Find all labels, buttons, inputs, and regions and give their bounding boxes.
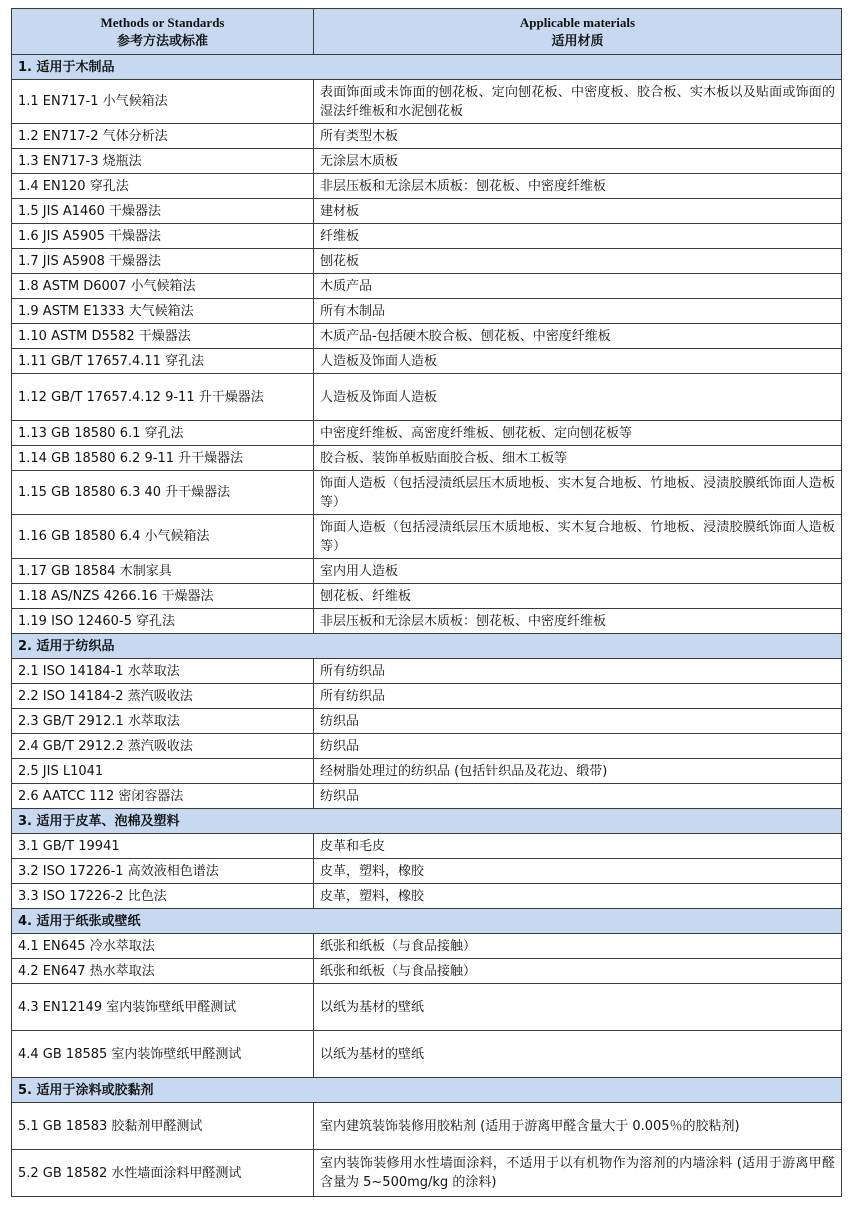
material-cell: 所有类型木板 [314, 124, 842, 149]
section-header-row [12, 55, 842, 80]
method-cell: 1.9 ASTM E1333 大气候箱法 [12, 299, 314, 324]
material-cell: 皮革和毛皮 [314, 834, 842, 859]
material-cell: 室内用人造板 [314, 559, 842, 584]
header-methods [12, 9, 314, 55]
material-cell: 木质产品 [314, 274, 842, 299]
header-materials [314, 9, 842, 55]
header-materials-en: Applicable materials [519, 14, 636, 30]
material-cell: 无涂层木质板 [314, 149, 842, 174]
table-row [12, 609, 842, 634]
method-cell: 3.1 GB/T 19941 [12, 834, 314, 859]
table-row [12, 984, 842, 1031]
table-row [12, 684, 842, 709]
table-row [12, 559, 842, 584]
table-row [12, 834, 842, 859]
method-cell: 2.1 ISO 14184-1 水萃取法 [12, 659, 314, 684]
material-cell: 建材板 [314, 199, 842, 224]
section-title: 5. 适用于涂料或胶黏剂 [12, 1078, 842, 1103]
table-row [12, 859, 842, 884]
material-cell: 人造板及饰面人造板 [314, 349, 842, 374]
method-cell: 1.1 EN717-1 小气候箱法 [12, 80, 314, 124]
method-cell: 1.10 ASTM D5582 干燥器法 [12, 324, 314, 349]
header-methods-en: Methods or Standards [100, 14, 225, 30]
method-cell: 1.19 ISO 12460-5 穿孔法 [12, 609, 314, 634]
material-cell: 表面饰面或未饰面的刨花板、定向刨花板、中密度板、胶合板、实木板以及贴面或饰面的湿法纤维板和水泥刨花板 [314, 80, 842, 124]
material-cell: 饰面人造板（包括浸渍纸层压木质地板、实木复合地板、竹地板、浸渍胶膜纸饰面人造板等） [314, 471, 842, 515]
material-cell: 纸张和纸板（与食品接触） [314, 959, 842, 984]
table-row [12, 374, 842, 421]
material-cell: 所有纺织品 [314, 684, 842, 709]
material-cell: 室内建筑装饰装修用胶粘剂 (适用于游离甲醛含量大于 0.005％的胶粘剂) [314, 1103, 842, 1150]
material-cell: 刨花板、纤维板 [314, 584, 842, 609]
method-cell: 5.2 GB 18582 水性墙面涂料甲醛测试 [12, 1150, 314, 1197]
table-row [12, 515, 842, 559]
table-row [12, 446, 842, 471]
method-cell: 1.8 ASTM D6007 小气候箱法 [12, 274, 314, 299]
table-row [12, 124, 842, 149]
table-body [12, 55, 842, 1197]
method-cell: 4.2 EN647 热水萃取法 [12, 959, 314, 984]
table-row [12, 224, 842, 249]
material-cell: 室内装饰装修用水性墙面涂料，不适用于以有机物作为溶剂的内墙涂料 (适用于游离甲醛含量为 5~500mg/kg 的涂料) [314, 1150, 842, 1197]
method-cell: 2.6 AATCC 112 密闭容器法 [12, 784, 314, 809]
table-row [12, 884, 842, 909]
material-cell: 人造板及饰面人造板 [314, 374, 842, 421]
material-cell: 纺织品 [314, 709, 842, 734]
material-cell: 非层压板和无涂层木质板：刨花板、中密度纤维板 [314, 609, 842, 634]
method-cell: 2.5 JIS L1041 [12, 759, 314, 784]
table-row [12, 959, 842, 984]
method-cell: 2.4 GB/T 2912.2 蒸汽吸收法 [12, 734, 314, 759]
table-row [12, 584, 842, 609]
method-cell: 1.14 GB 18580 6.2 9-11 升干燥器法 [12, 446, 314, 471]
method-cell: 1.3 EN717-3 烧瓶法 [12, 149, 314, 174]
method-cell: 1.12 GB/T 17657.4.12 9-11 升干燥器法 [12, 374, 314, 421]
material-cell: 饰面人造板（包括浸渍纸层压木质地板、实木复合地板、竹地板、浸渍胶膜纸饰面人造板等） [314, 515, 842, 559]
material-cell: 纸张和纸板（与食品接触） [314, 934, 842, 959]
material-cell: 中密度纤维板、高密度纤维板、刨花板、定向刨花板等 [314, 421, 842, 446]
material-cell: 非层压板和无涂层木质板：刨花板、中密度纤维板 [314, 174, 842, 199]
standards-table [11, 8, 842, 1197]
table-row [12, 659, 842, 684]
method-cell: 1.18 AS/NZS 4266.16 干燥器法 [12, 584, 314, 609]
table-row [12, 274, 842, 299]
method-cell: 1.2 EN717-2 气体分析法 [12, 124, 314, 149]
table-row [12, 734, 842, 759]
table-row [12, 299, 842, 324]
table-row [12, 324, 842, 349]
method-cell: 1.6 JIS A5905 干燥器法 [12, 224, 314, 249]
table-row [12, 80, 842, 124]
method-cell: 4.4 GB 18585 室内装饰壁纸甲醛测试 [12, 1031, 314, 1078]
method-cell: 1.7 JIS A5908 干燥器法 [12, 249, 314, 274]
section-title: 4. 适用于纸张或壁纸 [12, 909, 842, 934]
header-row [12, 9, 842, 55]
material-cell: 经树脂处理过的纺织品 (包括针织品及花边、缎带) [314, 759, 842, 784]
table-row [12, 174, 842, 199]
section-header-row [12, 909, 842, 934]
table-row [12, 1103, 842, 1150]
section-title: 1. 适用于木制品 [12, 55, 842, 80]
table-row [12, 349, 842, 374]
material-cell: 以纸为基材的壁纸 [314, 1031, 842, 1078]
method-cell: 4.1 EN645 冷水萃取法 [12, 934, 314, 959]
material-cell: 纺织品 [314, 784, 842, 809]
method-cell: 2.3 GB/T 2912.1 水萃取法 [12, 709, 314, 734]
section-title: 3. 适用于皮革、泡棉及塑料 [12, 809, 842, 834]
table-row [12, 1150, 842, 1197]
method-cell: 1.17 GB 18584 木制家具 [12, 559, 314, 584]
method-cell: 1.11 GB/T 17657.4.11 穿孔法 [12, 349, 314, 374]
material-cell: 刨花板 [314, 249, 842, 274]
material-cell: 以纸为基材的壁纸 [314, 984, 842, 1031]
material-cell: 木质产品-包括硬木胶合板、刨花板、中密度纤维板 [314, 324, 842, 349]
method-cell: 3.3 ISO 17226-2 比色法 [12, 884, 314, 909]
material-cell: 纤维板 [314, 224, 842, 249]
table-row [12, 149, 842, 174]
table-row [12, 249, 842, 274]
method-cell: 3.2 ISO 17226-1 高效液相色谱法 [12, 859, 314, 884]
material-cell: 纺织品 [314, 734, 842, 759]
material-cell: 胶合板、装饰单板贴面胶合板、细木工板等 [314, 446, 842, 471]
table-row [12, 421, 842, 446]
section-header-row [12, 634, 842, 659]
table-row [12, 759, 842, 784]
section-header-row [12, 809, 842, 834]
header-methods-zh: 参考方法或标准 [116, 33, 208, 49]
material-cell: 所有木制品 [314, 299, 842, 324]
section-header-row [12, 1078, 842, 1103]
table-row [12, 709, 842, 734]
method-cell: 1.15 GB 18580 6.3 40 升干燥器法 [12, 471, 314, 515]
header-materials-zh: 适用材质 [551, 33, 604, 49]
section-title: 2. 适用于纺织品 [12, 634, 842, 659]
material-cell: 所有纺织品 [314, 659, 842, 684]
method-cell: 1.16 GB 18580 6.4 小气候箱法 [12, 515, 314, 559]
method-cell: 2.2 ISO 14184-2 蒸汽吸收法 [12, 684, 314, 709]
table-row [12, 784, 842, 809]
material-cell: 皮革，塑料，橡胶 [314, 859, 842, 884]
method-cell: 1.5 JIS A1460 干燥器法 [12, 199, 314, 224]
method-cell: 4.3 EN12149 室内装饰壁纸甲醛测试 [12, 984, 314, 1031]
material-cell: 皮革，塑料，橡胶 [314, 884, 842, 909]
method-cell: 1.4 EN120 穿孔法 [12, 174, 314, 199]
table-row [12, 1031, 842, 1078]
method-cell: 1.13 GB 18580 6.1 穿孔法 [12, 421, 314, 446]
table-row [12, 934, 842, 959]
table-row [12, 471, 842, 515]
table-row [12, 199, 842, 224]
method-cell: 5.1 GB 18583 胶黏剂甲醛测试 [12, 1103, 314, 1150]
